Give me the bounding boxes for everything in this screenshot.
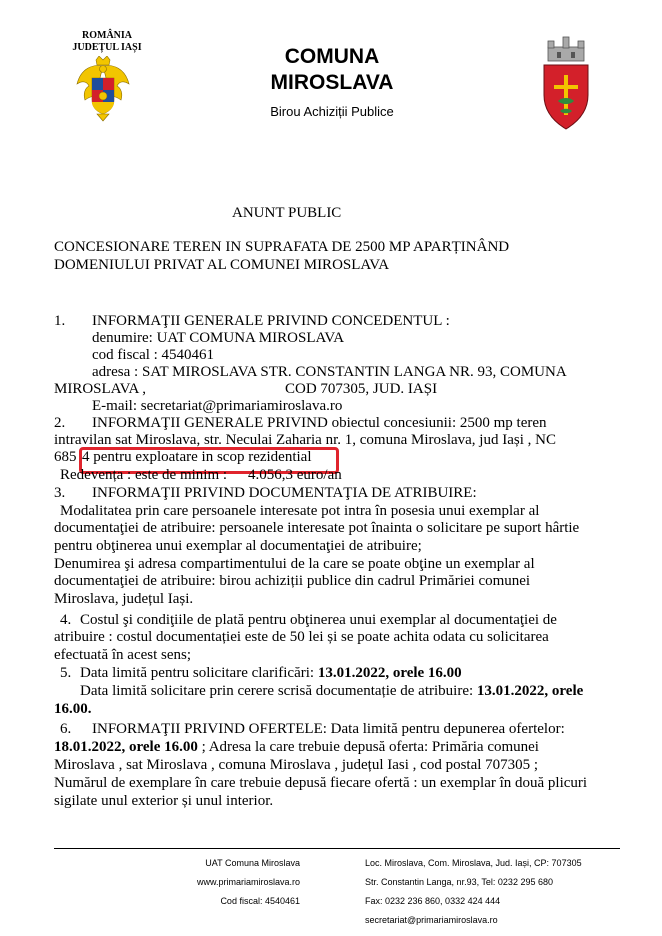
page-subtitle: Birou Achiziții Publice xyxy=(270,104,394,119)
county-label: JUDEȚUL IAȘI xyxy=(72,42,142,53)
section-6-line-2: 18.01.2022, orele 16.00 ; Adresa la care trebuie depusă oferta: Primăria comunei xyxy=(54,739,539,755)
footer-divider xyxy=(54,848,620,849)
section-6-line-5: sigilate unul exterior și unul interior. xyxy=(54,793,274,809)
section-6-number: 6. xyxy=(60,721,72,737)
section-6-date: 18.01.2022, orele 16.00 xyxy=(54,739,198,755)
subject-line-1: CONCESIONARE TEREN IN SUPRAFATA DE 2500 MP APARȚINÂND xyxy=(54,239,510,255)
subject-line-2: DOMENIULUI PRIVAT AL COMUNEI MIROSLAVA xyxy=(54,257,390,273)
section-6-line-4: Numărul de exemplare în care trebuie depusă fiecare ofertă : un exemplar în două plicuri xyxy=(54,775,588,791)
section-6-line-3: Miroslava , sat Miroslava , comuna Miroslava , județul Iasi , cod postal 707305 ; xyxy=(54,757,539,773)
footer-fax: Fax: 0232 236 860, 0332 424 444 xyxy=(365,896,501,906)
section-3-line-5: documentaţiei de atribuire: birou achiziții publice din cadrul Primăriei comunei xyxy=(54,573,531,589)
section-5-date-2: 13.01.2022, orele xyxy=(476,683,584,699)
section-2-line-4b: 4.056,3 euro/an xyxy=(248,467,342,483)
footer-address-2: Str. Constantin Langa, nr.93, Tel: 0232 295 680 xyxy=(365,877,553,887)
section-3-line-2: documentaţiei de atribuire: persoanele interesate pot înainta o solicitare pe suport hârtie xyxy=(54,520,580,536)
section-5-line-1: Data limită pentru solicitare clarificări: 13.01.2022, orele 16.00 xyxy=(80,665,462,681)
footer-email: secretariat@primariamiroslava.ro xyxy=(365,915,498,925)
section-5-number: 5. xyxy=(60,665,72,681)
section-1-fiscal-code: cod fiscal : 4540461 xyxy=(92,347,215,363)
section-3-number: 3. xyxy=(54,485,66,501)
page-title-line2: MIROSLAVA xyxy=(270,71,394,94)
section-2-number: 2. xyxy=(54,415,66,431)
section-3-line-3: pentru obţinerea unui exemplar al documentaţiei de atribuire; xyxy=(54,538,422,554)
section-1-name: denumire: UAT COMUNA MIROSLAVA xyxy=(92,330,345,346)
section-2-line-4a: Redevența : este de minim : xyxy=(60,467,228,483)
section-4-number: 4. xyxy=(60,612,72,628)
section-4-line-3: efectuată în acest sens; xyxy=(54,647,192,663)
section-1-number: 1. xyxy=(54,313,66,329)
section-5-date: 13.01.2022, orele 16.00 xyxy=(317,665,462,681)
section-6-line-1: INFORMAŢII PRIVIND OFERTELE: Data limită pentru depunerea ofertelor: xyxy=(92,721,565,737)
section-1-address-line-2b: COD 707305, JUD. IAȘI xyxy=(285,381,438,397)
section-5-line-2: Data limită solicitare prin cerere scrisă documentație de atribuire: 13.01.2022, orele xyxy=(80,683,584,699)
country-label: ROMÂNIA xyxy=(82,30,132,41)
section-3-title: INFORMAŢII PRIVIND DOCUMENTAŢIA DE ATRIBUIRE: xyxy=(92,485,477,501)
footer-address-1: Loc. Miroslava, Com. Miroslava, Jud. Iași, CP: 707305 xyxy=(365,858,582,868)
footer-org: UAT Comuna Miroslava xyxy=(205,858,300,868)
section-3-line-4: Denumirea şi adresa compartimentului de la care se poate obţine un exemplar al xyxy=(54,556,535,572)
section-4-line-1: Costul şi condiţiile de plată pentru obţinerea unui exemplar al documentaţiei de xyxy=(80,612,557,628)
section-2-line-1: INFORMAŢII GENERALE PRIVIND obiectul concesiunii: 2500 mp teren xyxy=(92,415,547,431)
footer-fiscal-code: Cod fiscal: 4540461 xyxy=(220,896,300,906)
section-1-address-line-2a: MIROSLAVA , xyxy=(54,381,146,397)
section-1-title: INFORMAŢII GENERALE PRIVIND CONCEDENTUL : xyxy=(92,313,450,329)
section-2-line-3b: 4 pentru exploatare in scop rezidential xyxy=(82,449,312,465)
section-5-line-3: 16.00. xyxy=(54,701,92,717)
footer-website: www.primariamiroslava.ro xyxy=(196,877,300,887)
section-1-email: E-mail: secretariat@primariamiroslava.ro xyxy=(92,398,343,414)
section-1-address-line-1: adresa : SAT MIROSLAVA STR. CONSTANTIN LANGA NR. 93, COMUNA xyxy=(92,364,567,380)
section-3-line-1: Modalitatea prin care persoanele interesate pot intra în posesia unui exemplar al xyxy=(60,503,540,519)
romania-coat-of-arms-icon xyxy=(75,56,131,122)
section-2-line-2: intravilan sat Miroslava, str. Neculai Zaharia nr. 1, comuna Miroslava, jud Iași , NC xyxy=(54,432,556,448)
announcement-heading: ANUNT PUBLIC xyxy=(232,205,342,221)
page-title-line1: COMUNA xyxy=(284,45,380,68)
miroslava-coat-of-arms-icon xyxy=(538,35,594,131)
section-4-line-2: atribuire : costul documentației este de 50 lei și se poate achita odata cu solicitarea xyxy=(54,629,549,645)
section-3-line-6: Miroslava, județul Iași. xyxy=(54,591,194,607)
section-2-line-3a: 685 xyxy=(54,449,77,465)
